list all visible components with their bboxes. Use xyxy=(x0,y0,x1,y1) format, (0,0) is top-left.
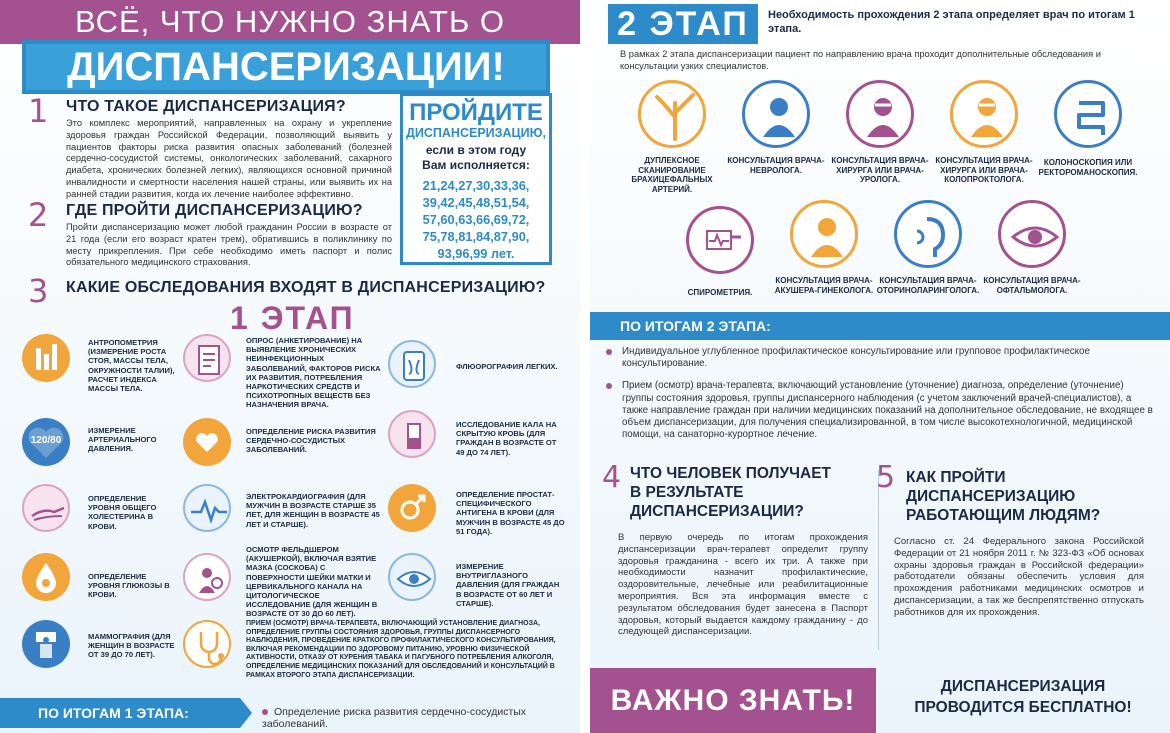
section1-title: ЧТО ТАКОЕ ДИСПАНСЕРИЗАЦИЯ? xyxy=(66,98,346,115)
stage2-item-text: ДУПЛЕКСНОЕ СКАНИРОВАНИЕ БРАХИЦЕФАЛЬНЫХ АРТЕРИЙ. xyxy=(631,156,713,194)
section4-title-line: В РЕЗУЛЬТАТЕ xyxy=(630,484,744,501)
left-page xyxy=(0,0,580,733)
height-weight-icon xyxy=(22,334,70,382)
result2-list xyxy=(604,346,1154,451)
stage1-item-text: ИЗМЕРЕНИЕ ВНУТРИГЛАЗНОГО ДАВЛЕНИЯ (ДЛЯ ГРАЖДАН В ВОЗРАСТЕ ОТ 60 ЛЕТ И СТАРШЕ). xyxy=(456,562,560,608)
section1-text: Это комплекс мероприятий, направленных на охрану и укрепление здоровья граждан Российской Федерации, позволяющий выявить у пациентов факторы риска развития опасных заболеваний (болезней сердечно-сосудистой системы, онкологических заболеваний, сахарного диабета, хронических болезней легких), являющихся основной причиной инвалидности и смертности населения нашей страны, или выявить их на ранней стадии развития, когда их лечение наиболее эффективно. xyxy=(66,118,392,199)
cholesterol-hand-icon xyxy=(22,484,70,532)
stage2-item-text: КОНСУЛЬТАЦИЯ ВРАЧА-ХИРУРГА ИЛИ ВРАЧА-КОЛОПРОКТОЛОГА. xyxy=(935,156,1033,184)
promo-line2: ДИСПАНСЕРИЗАЦИЮ, xyxy=(406,126,546,140)
stage1-item-text: АНТРОПОМЕТРИЯ (ИЗМЕРЕНИЕ РОСТА СТОЯ, МАССЫ ТЕЛА, ОКРУЖНОСТИ ТАЛИИ), РАСЧЕТ ИНДЕКСА МАССЫ ТЕЛА. xyxy=(88,338,175,394)
list-item xyxy=(604,380,1154,441)
bullet-icon xyxy=(262,709,268,715)
right-page xyxy=(590,0,1170,733)
stage1-item-text: ОПРЕДЕЛЕНИЕ УРОВНЯ ГЛЮКОЗЫ В КРОВИ. xyxy=(88,572,170,600)
promo-ages xyxy=(403,177,549,262)
result2-item-text: Индивидуальное углубленное профилактическое консультирование или групповое профилактическое консультирование. xyxy=(622,346,1090,370)
neurologist-icon xyxy=(742,80,810,148)
section4-title xyxy=(630,464,870,521)
stage2-item-text: СПИРОМЕТРИЯ. xyxy=(687,288,753,297)
result1-text: Определение риска развития сердечно-сосудистых заболеваний. xyxy=(262,706,527,730)
section3-title: КАКИЕ ОБСЛЕДОВАНИЯ ВХОДЯТ В ДИСПАНСЕРИЗАЦИЮ? xyxy=(66,279,546,296)
bullet-icon xyxy=(606,349,612,355)
result1-text-row xyxy=(262,706,580,730)
list-item xyxy=(604,346,1154,370)
stage1-item-text: ИЗМЕРЕНИЕ АРТЕРИАЛЬНОГО ДАВЛЕНИЯ. xyxy=(88,426,157,454)
section5-text: Согласно ст. 24 Федерального закона Российской Федерации от 21 ноября 2011 г. № 323-ФЗ «Об основах охраны здоровья граждан в Российской федерации» работодатели обязаны обеспечить условия для прохождения работниками медицинских осмотров и диспансеризации, а так же беспрепятственно отпускать работников для их прохождения. xyxy=(894,536,1144,618)
stage1-item-text: ЭЛЕКТРОКАРДИОГРАФИЯ (ДЛЯ МУЖЧИН В ВОЗРАСТЕ СТАРШЕ 35 ЛЕТ, ДЛЯ ЖЕНЩИН В ВОЗРАСТЕ 45 ЛЕТ И СТАРШЕ). xyxy=(246,492,380,529)
stage1-item-text: ОПРЕДЕЛЕНИЕ УРОВНЯ ОБЩЕГО ХОЛЕСТЕРИНА В КРОВИ. xyxy=(88,494,157,531)
stage1-item-text: ИССЛЕДОВАНИЕ КАЛА НА СКРЫТУЮ КРОВЬ (ДЛЯ ГРАЖДАН В ВОЗРАСТЕ ОТ 49 ДО 74 ЛЕТ). xyxy=(456,420,557,457)
stage2-item-text: КОНСУЛЬТАЦИЯ ВРАЧА-ОТОРИНОЛАРИНГОЛОГА. xyxy=(876,276,980,295)
free-notice xyxy=(880,676,1166,718)
stage2-item-text: КОНСУЛЬТАЦИЯ ВРАЧА-ОФТАЛЬМОЛОГА. xyxy=(983,276,1081,295)
stage1-item-text: ОПРЕДЕЛЕНИЕ ПРОСТАТ-СПЕЦИФИЧЕСКОГО АНТИГЕНА В КРОВИ (ДЛЯ МУЖЧИН В ВОЗРАСТЕ 45 ДО 51 ГОДА). xyxy=(456,490,565,536)
stage2-title: 2 ЭТАП xyxy=(608,4,758,44)
fluorography-icon xyxy=(388,340,436,388)
stage2-lead: Необходимость прохождения 2 этапа определяет врач по итогам 1 этапа. xyxy=(768,9,1135,35)
psa-test-icon xyxy=(388,484,436,532)
ent-icon xyxy=(894,200,962,268)
header-line1: ВСЁ, ЧТО НУЖНО ЗНАТЬ О xyxy=(0,0,580,44)
gynecology-exam-icon xyxy=(183,553,231,601)
section1-number: 1 xyxy=(28,92,49,130)
stage2-item-text: КОНСУЛЬТАЦИЯ ВРАЧА-НЕВРОЛОГА. xyxy=(727,156,825,175)
section2-number: 2 xyxy=(28,196,49,234)
stage1-item-text: МАММОГРАФИЯ (ДЛЯ ЖЕНЩИН В ВОЗРАСТЕ ОТ 39 ДО 70 ЛЕТ). xyxy=(88,632,175,660)
section4-title-line: ДИСПАНСЕРИЗАЦИИ? xyxy=(630,503,804,520)
promo-box xyxy=(400,93,552,265)
gynecologist-icon xyxy=(790,200,858,268)
promo-ages-line: 21,24,27,30,33,36, xyxy=(422,178,530,193)
stethoscope-icon xyxy=(183,620,231,668)
important-banner: ВАЖНО ЗНАТЬ! xyxy=(590,668,876,733)
coloproctologist-icon xyxy=(950,80,1018,148)
section4-number: 4 xyxy=(602,460,622,495)
result1-label: ПО ИТОГАМ 1 ЭТАПА: xyxy=(0,698,240,728)
colon-icon xyxy=(1054,80,1122,148)
mammography-icon xyxy=(22,620,70,668)
eye-pressure-icon xyxy=(388,553,436,601)
page-gap xyxy=(580,0,590,733)
glucose-drop-icon xyxy=(22,553,70,601)
arteries-icon xyxy=(638,80,706,148)
stage1-item-text: ФЛЮОРОГРАФИЯ ЛЕГКИХ. xyxy=(456,362,558,371)
questionnaire-icon xyxy=(183,334,231,382)
promo-ages-line: 57,60,63,66,69,72, xyxy=(422,212,530,227)
section5-title-line: РАБОТАЮЩИМ ЛЮДЯМ? xyxy=(906,507,1101,524)
stage1-item-text: ОПРОС (АНКЕТИРОВАНИЕ) НА ВЫЯВЛЕНИЕ ХРОНИЧЕСКИХ НЕИНФЕКЦИОННЫХ ЗАБОЛЕВАНИЙ, ФАКТОРОВ РИСКА ИХ РАЗВИТИЯ, ПОТРЕБЛЕНИЯ НАРКОТИЧЕСКИХ СРЕДСТВ И ПСИХОТРОПНЫХ ВЕЩЕСТВ БЕЗ НАЗНАЧЕНИЯ ВРАЧА. xyxy=(246,336,381,410)
stool-test-icon xyxy=(388,410,436,458)
free-notice-line: ПРОВОДИТСЯ БЕСПЛАТНО! xyxy=(914,699,1132,716)
promo-line3: если в этом году xyxy=(425,143,527,157)
section2-text: Пройти диспансеризацию может любой гражданин России в возрасте от 21 года (если его возраст кратен трем), обратившись в поликлинику по месту прикрепления. При себе необходимо иметь паспорт и полис обязательного медицинского страхования. xyxy=(66,222,392,268)
stage1-item-text: ОПРЕДЕЛЕНИЕ РИСКА РАЗВИТИЯ СЕРДЕЧНО-СОСУДИСТЫХ ЗАБОЛЕВАНИЙ. xyxy=(246,427,376,455)
heart-hands-icon xyxy=(183,418,231,466)
free-notice-line: ДИСПАНСЕРИЗАЦИЯ xyxy=(940,678,1106,695)
section5-number: 5 xyxy=(876,460,896,495)
blood-pressure-badge: 120/80 xyxy=(30,435,62,446)
promo-ages-line: 93,96,99 лет. xyxy=(437,246,515,261)
section5-title xyxy=(906,468,1156,525)
stage2-item-text: КОЛОНОСКОПИЯ ИЛИ РЕКТОРОМАНОСКОПИЯ. xyxy=(1038,158,1138,177)
section4-text: В первую очередь по итогам прохождения диспансеризации врач-терапевт определит группу здоровья гражданина - всего их три. А также при необходимости назначит профилактические, оздоровительные, лечебные или реабилитационные мероприятия. Вся эта информация вместе с результатом обследования будет занесена в Паспорт здоровья, который выдается каждому гражданину - до следующей диспансеризации. xyxy=(618,532,868,638)
ophthalmologist-icon xyxy=(998,200,1066,268)
section5-title-line: КАК ПРОЙТИ xyxy=(906,469,1006,486)
stage2-text: В рамках 2 этапа диспансеризации пациент по направлению врача проходит дополнительные обследования и консультации узких специалистов. xyxy=(620,49,1101,71)
spirometer-icon xyxy=(686,206,754,274)
header-line2: ДИСПАНСЕРИЗАЦИИ! xyxy=(26,44,546,90)
section4-title-line: ЧТО ЧЕЛОВЕК ПОЛУЧАЕТ xyxy=(630,465,832,482)
section3-number: 3 xyxy=(28,272,49,310)
ecg-icon xyxy=(183,484,231,532)
promo-ages-line: 75,78,81,84,87,90, xyxy=(422,229,530,244)
urologist-icon xyxy=(846,80,914,148)
section5-title-line: ДИСПАНСЕРИЗАЦИЮ xyxy=(906,488,1076,505)
stage1-item-text: ПРИЕМ (ОСМОТР) ВРАЧА-ТЕРАПЕВТА, ВКЛЮЧАЮЩИЙ УСТАНОВЛЕНИЕ ДИАГНОЗА, ОПРЕДЕЛЕНИЕ ГРУППЫ СОСТОЯНИЯ ЗДОРОВЬЯ, ГРУППЫ ДИСПАНСЕРНОГО НАБЛЮДЕНИЯ, ПРОВЕДЕНИЕ КРАТКОГО ПРОФИЛАКТИЧЕСКОГО КОНСУЛЬТИРОВАНИЯ, ВКЛЮЧАЯ РЕКОМЕНДАЦИИ ПО ЗДОРОВОМУ ПИТАНИЮ, УРОВНЮ ФИЗИЧЕСКОЙ АКТИВНОСТИ, ОТКАЗУ ОТ КУРЕНИЯ ТАБАКА И ПАГУБНОГО ПОТРЕБЛЕНИЯ АЛКОГОЛЯ, ОПРЕДЕЛЕНИЕ МЕДИЦИНСКИХ ПОКАЗАНИЙ ДЛЯ ОБСЛЕДОВАНИЙ И КОНСУЛЬТАЦИЙ В РАМКАХ ВТОРОГО ЭТАПА ДИСПАНСЕРИЗАЦИИ. xyxy=(246,620,556,679)
promo-ages-line: 39,42,45,48,51,54, xyxy=(422,195,530,210)
result2-label: ПО ИТОГАМ 2 ЭТАПА: xyxy=(590,312,1170,340)
header-line2-frame xyxy=(22,40,550,94)
bullet-icon xyxy=(606,383,612,389)
promo-line4: Вам исполняется: xyxy=(422,158,530,172)
stage1-title: 1 ЭТАП xyxy=(230,300,355,336)
stage1-item-text: ОСМОТР ФЕЛЬДШЕРОМ (АКУШЕРКОЙ), ВКЛЮЧАЯ ВЗЯТИЕ МАЗКА (СОСКОБА) С ПОВЕРХНОСТИ ШЕЙКИ МАТКИ И ЦЕРВИКАЛЬНОГО КАНАЛА НА ЦИТОЛОГИЧЕСКОЕ ИССЛЕДОВАНИЕ (ДЛЯ ЖЕНЩИН В ВОЗРАСТЕ ОТ 30 ДО 60 ЛЕТ). xyxy=(246,545,378,619)
result2-item-text: Прием (осмотр) врача-терапевта, включающий установление (уточнение) диагноза, определение (уточнение) группы состояния здоровья, группы диспансерного наблюдения (с учетом заключений врачей-специалистов), а также направление граждан при наличии медицинских показаний на дополнительное обследование, не входящее в объем диспансеризации, для получения специализированной, в том числе высокотехнологичной, медицинской помощи, на санаторно-курортное лечение. xyxy=(622,380,1153,441)
column-divider xyxy=(878,470,879,650)
section2-title: ГДЕ ПРОЙТИ ДИСПАНСЕРИЗАЦИЮ? xyxy=(66,202,363,219)
promo-line1: ПРОЙДИТЕ xyxy=(409,99,543,126)
stage2-item-text: КОНСУЛЬТАЦИЯ ВРАЧА-АКУШЕРА-ГИНЕКОЛОГА. xyxy=(774,276,874,295)
stage2-item-text: КОНСУЛЬТАЦИЯ ВРАЧА-ХИРУРГА ИЛИ ВРАЧА-УРОЛОГА. xyxy=(831,156,929,184)
